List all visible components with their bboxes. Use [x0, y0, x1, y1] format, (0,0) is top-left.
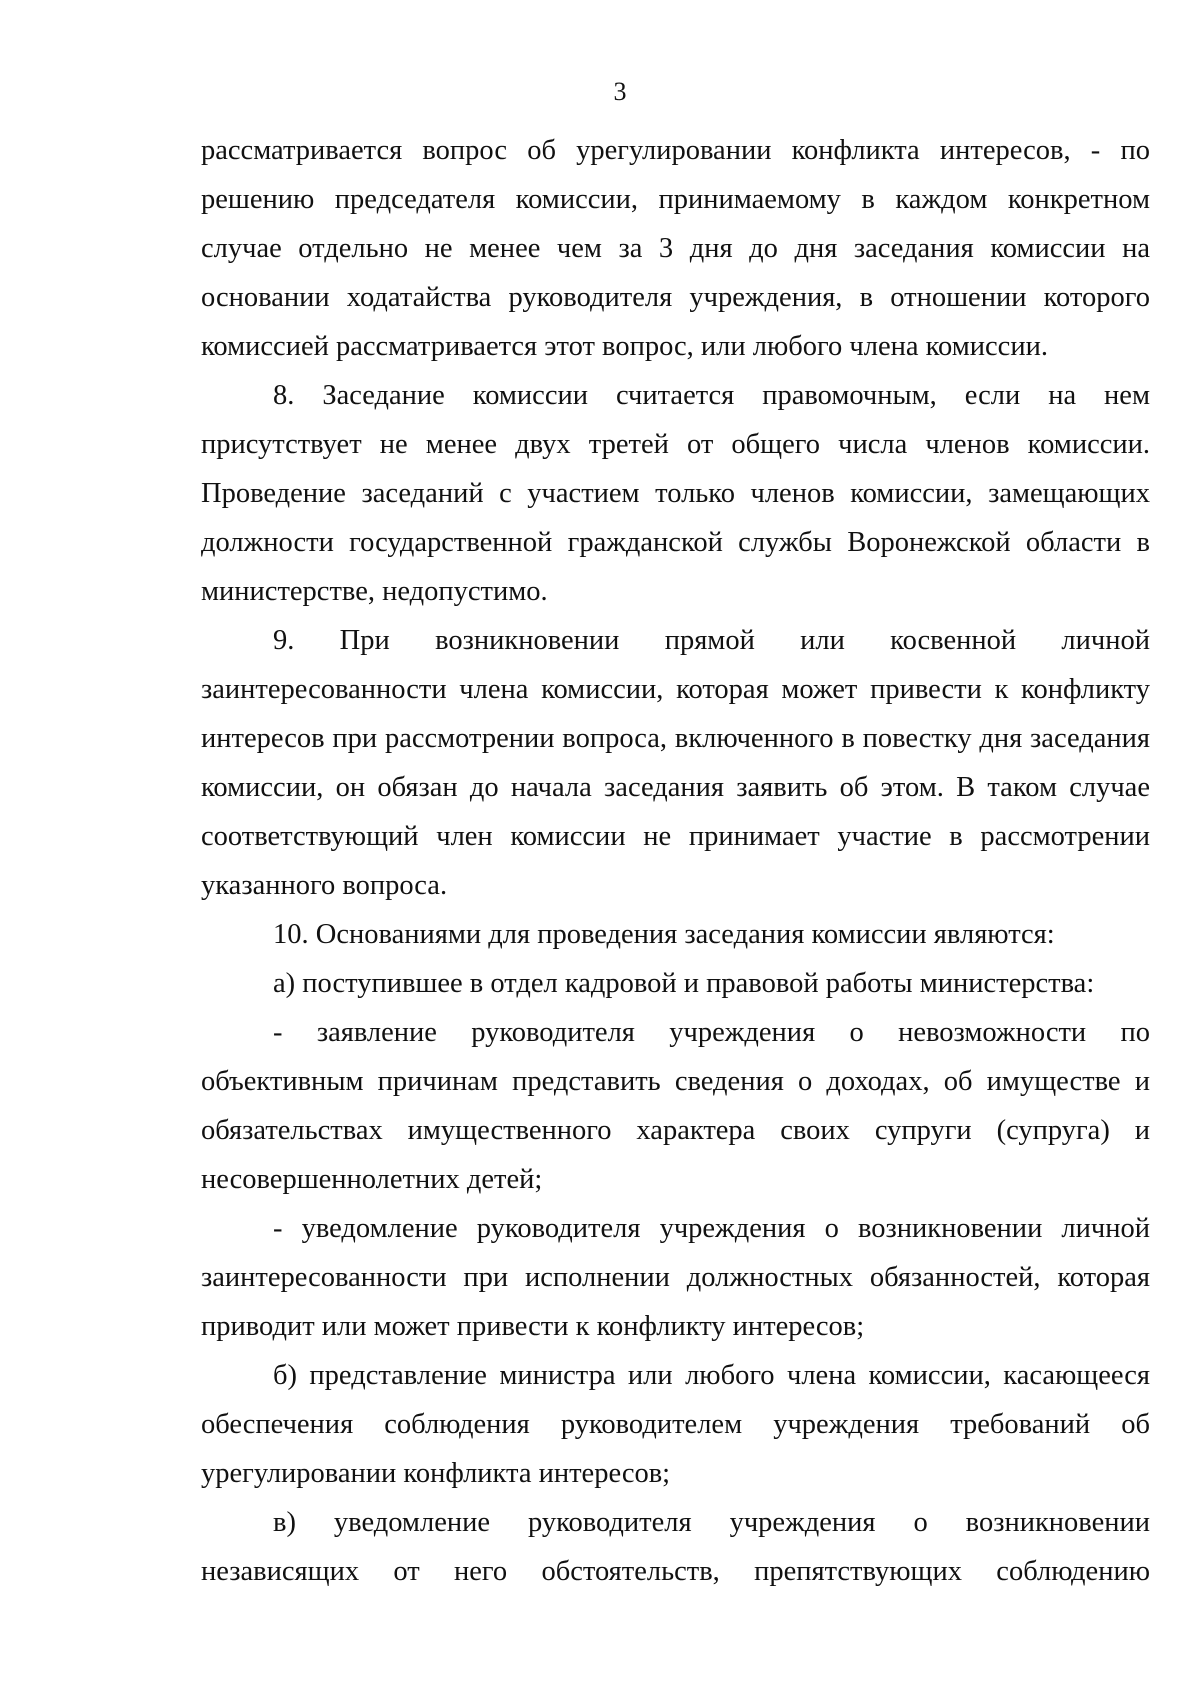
paragraph-item-10-a-statement: - заявление руководителя учреждения о невозможности по объективным причинам представить сведения о доходах, об имуществе и обязательствах имущественного характера своих супруги (супруга) и несовершеннолетних детей;: [201, 1017, 1150, 1195]
paragraph-item-10-a-notification: - уведомление руководителя учреждения о возникновении личной заинтересованности при исполнении должностных обязанностей, которая приводит или может привести к конфликту интересов;: [201, 1213, 1150, 1342]
paragraph-item-9: 9. При возникновении прямой или косвенной личной заинтересованности члена комиссии, которая может привести к конфликту интересов при рассмотрении вопроса, включенного в повестку дня заседания комиссии, он обязан до начала заседания заявить об этом. В таком случае соответствующий член комиссии не принимает участие в рассмотрении указанного вопроса.: [201, 625, 1150, 901]
paragraph-item-8: 8. Заседание комиссии считается правомочным, если на нем присутствует не менее двух третей от общего числа членов комиссии. Проведение заседаний с участием только членов комиссии, замещающих должности государственной гражданской службы Воронежской области в министерстве, недопустимо.: [201, 380, 1150, 607]
paragraph-item-10: 10. Основаниями для проведения заседания комиссии являются:: [273, 919, 1055, 950]
paragraph-item-10-b: б) представление министра или любого члена комиссии, касающееся обеспечения соблюдения руководителем учреждения требований об урегулировании конфликта интересов;: [201, 1360, 1150, 1489]
paragraph-item-10-a: а) поступившее в отдел кадровой и правовой работы министерства:: [273, 968, 1095, 999]
document-body: [201, 126, 1150, 1596]
paragraph-item-10-v: в) уведомление руководителя учреждения о возникновении независящих от него обстоятельств, препятствующих соблюдению: [201, 1507, 1150, 1587]
paragraph-continuation-item-7: рассматривается вопрос об урегулировании конфликта интересов, - по решению председателя комиссии, принимаемому в каждом конкретном случае отдельно не менее чем за 3 дня до дня заседания комиссии на основании ходатайства руководителя учреждения, в отношении которого комиссией рассматривается этот вопрос, или любого члена комиссии.: [201, 135, 1150, 362]
page-number: 3: [613, 77, 627, 106]
